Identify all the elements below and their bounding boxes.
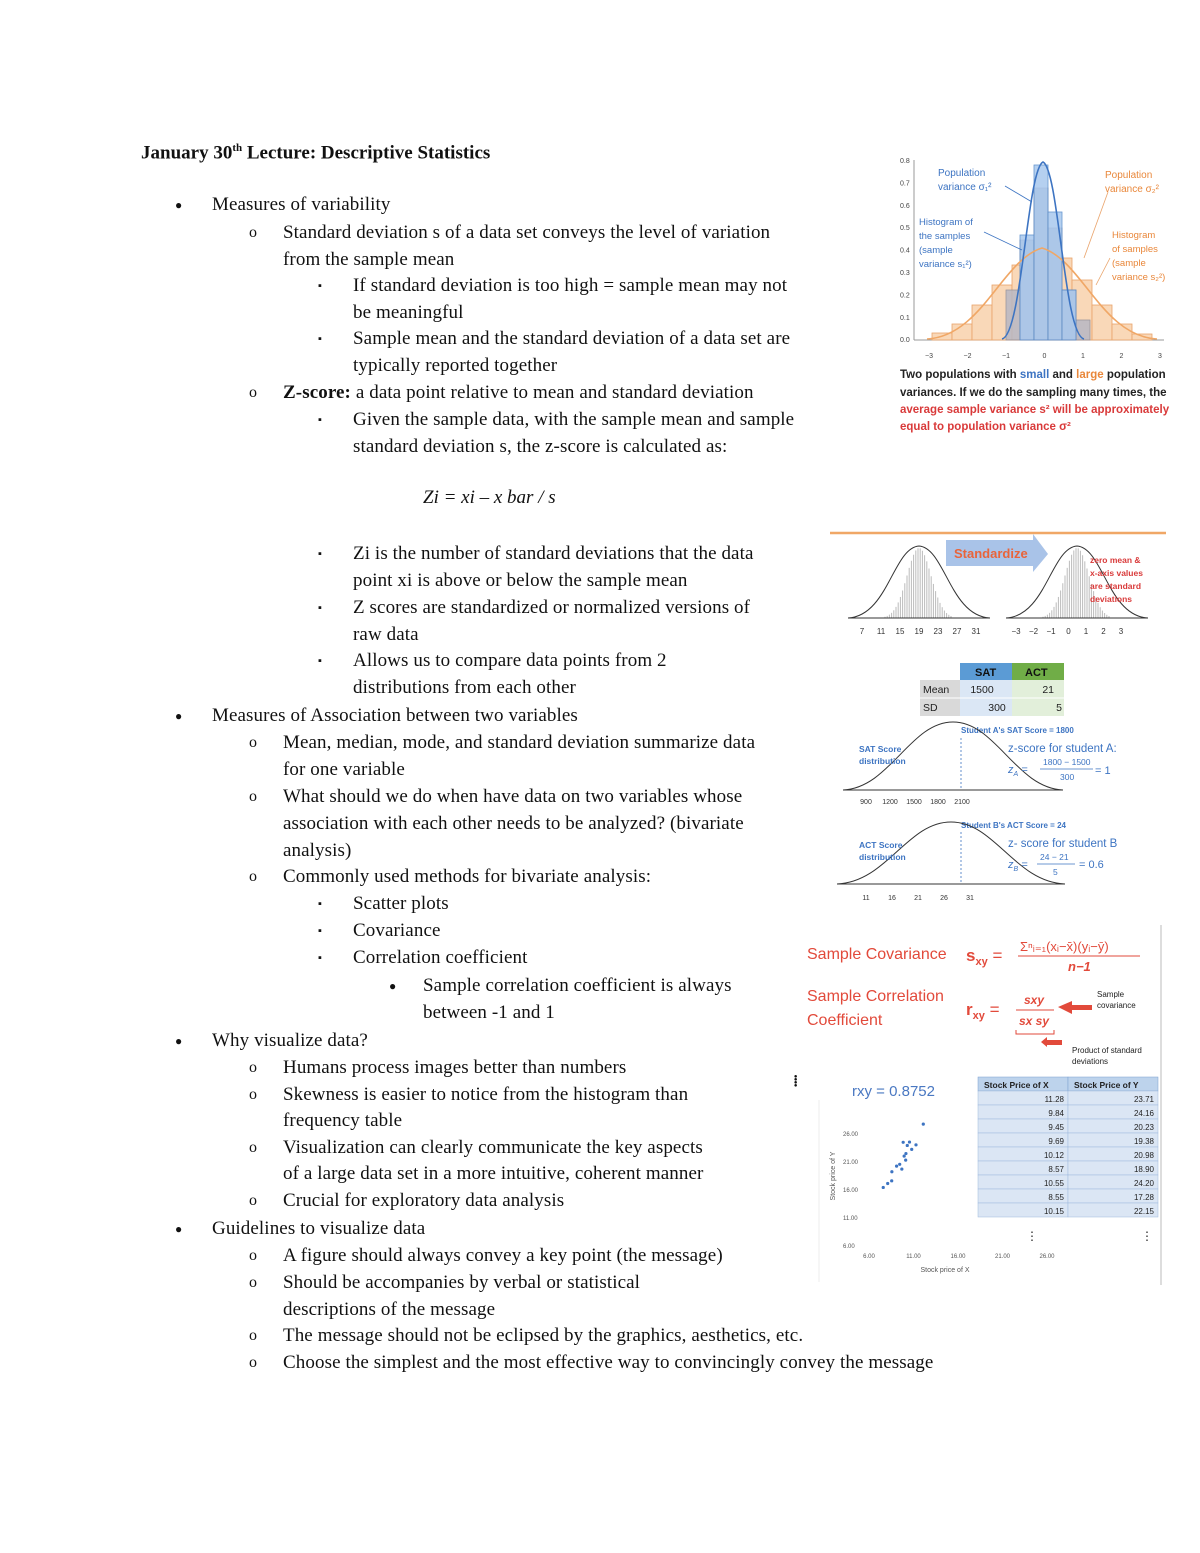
x-tick-label: 26.00	[1039, 1254, 1055, 1260]
scatter-point	[900, 1167, 903, 1170]
y-tick-label: 0.2	[900, 292, 910, 300]
y-tick-label: 11.00	[843, 1216, 858, 1222]
zscore-a-formula	[1007, 757, 1111, 782]
sample-correlation-label: Sample Correlation Coefficient	[807, 988, 944, 1029]
note-line: A figure should always convey a key point (the message)	[283, 1245, 723, 1266]
scatter-point	[914, 1143, 917, 1146]
sat-sd: 300	[988, 702, 1006, 714]
x-tick-label: 26	[940, 895, 948, 902]
note-line: analysis)	[283, 840, 352, 861]
scatter-point	[904, 1159, 907, 1162]
svg-text:sx sy: sx sy	[1019, 1014, 1050, 1028]
table-cell-x: 10.12	[1043, 1151, 1064, 1160]
x-tick-label: 2	[1101, 627, 1106, 636]
table-header-x: Stock Price of X	[984, 1080, 1049, 1090]
note-line: Skewness is easier to notice from the histogram than	[283, 1084, 689, 1105]
bullet-marker: ●	[175, 709, 183, 723]
y-tick-label: 0.3	[900, 270, 910, 277]
bullet-marker: o	[249, 1247, 257, 1264]
note-line: of a large data set in a more intuitive, coherent manner	[283, 1163, 704, 1184]
figure-sat-act-zscore	[835, 660, 1165, 908]
table-cell-y: 19.38	[1133, 1137, 1154, 1146]
x-tick-label: 23	[933, 627, 943, 636]
bullet-marker: ▪	[318, 548, 322, 560]
label-population2: Population variance σ₂²	[1105, 170, 1159, 195]
bullet-marker: o	[249, 224, 257, 241]
note-line: Sample correlation coefficient is always	[423, 975, 732, 996]
bullet-marker: ●	[175, 1034, 183, 1048]
table-cell-x: 9.69	[1048, 1137, 1064, 1146]
x-tick-label: 2100	[954, 799, 970, 806]
x-tick-label: 3	[1158, 353, 1162, 360]
sat-act-chart	[835, 660, 1165, 908]
note-line: for one variable	[283, 759, 405, 780]
note-line	[283, 380, 754, 406]
note-line: Allows us to compare data points from 2	[353, 650, 667, 671]
scatter-point	[922, 1123, 925, 1126]
note-product-sd: Product of standard deviations	[1072, 1046, 1142, 1066]
note-line: be meaningful	[353, 302, 464, 323]
scatter-point	[906, 1144, 909, 1147]
y-axis-label: Stock price of Y	[830, 1151, 837, 1201]
correlation-formula	[966, 993, 1054, 1034]
variance-histogram-chart	[872, 140, 1190, 440]
act-header: ACT	[1025, 667, 1048, 679]
svg-text:300: 300	[1060, 772, 1075, 782]
sd-row-label: SD	[923, 702, 938, 714]
note-line: from the sample mean	[283, 249, 455, 270]
table-cell-x: 10.55	[1043, 1179, 1064, 1188]
bullet-marker: ▪	[318, 655, 322, 667]
x-tick-label: −1	[1002, 353, 1010, 360]
correlation-value: rxy = 0.8752	[852, 1083, 935, 1100]
bullet-marker: ▪	[318, 602, 322, 614]
svg-text:24 − 21: 24 − 21	[1040, 852, 1069, 862]
note-line: Crucial for exploratory data analysis	[283, 1190, 565, 1211]
y-tick-label: 6.00	[843, 1244, 855, 1250]
table-cell-y: 17.28	[1133, 1193, 1154, 1202]
table-cell-y: 23.71	[1133, 1095, 1154, 1104]
note-line: Zi is the number of standard deviations that the data	[353, 543, 754, 564]
stray-mark: ⁞	[793, 1073, 799, 1090]
note-line: point xi is above or below the sample mean	[353, 570, 688, 591]
note-line: Why visualize data?	[212, 1030, 368, 1051]
bullet-marker: ●	[389, 979, 397, 993]
svg-text:1800 − 1500: 1800 − 1500	[1043, 757, 1091, 767]
bullet-marker: ▪	[318, 925, 322, 937]
y-tick-label: 21.00	[843, 1160, 859, 1166]
note-line: Mean, median, mode, and standard deviation summarize data	[283, 732, 756, 753]
svg-text:variances. If we do the sampli: variances. If we do the sampling many times, the	[900, 387, 1167, 399]
table-cell-y: 22.15	[1133, 1207, 1154, 1216]
bullet-marker: ▪	[318, 952, 322, 964]
y-tick-label: 0.1	[900, 314, 910, 322]
x-tick-label: 1500	[906, 799, 922, 806]
bullet-marker: o	[249, 788, 257, 805]
x-tick-label: 16.00	[950, 1254, 966, 1260]
note-line: Standard deviation s of a data set conveys the level of variation	[283, 222, 771, 243]
act-sd: 5	[1056, 702, 1062, 714]
note-line: standard deviation s, the z-score is calculated as:	[353, 436, 728, 457]
label-population1: Population variance σ₁²	[938, 168, 992, 193]
note-line: between -1 and 1	[423, 1002, 555, 1023]
svg-text:zA =: $z_A$ =	[1008, 764, 1028, 778]
x-tick-label: 15	[895, 627, 905, 636]
table-cell-x: 9.84	[1048, 1109, 1064, 1118]
x-tick-label: 19	[914, 627, 924, 636]
svg-text:= 0.6: = 0.6	[1079, 859, 1104, 871]
y-tick-label: 26.00	[843, 1132, 859, 1138]
scatter-point	[890, 1170, 893, 1173]
y-tick-label: 0.8	[900, 158, 910, 165]
bullet-marker: ▪	[318, 414, 322, 426]
table-cell-x: 8.55	[1048, 1193, 1064, 1202]
sample-covariance-label: Sample Covariance	[807, 946, 947, 963]
note-line: Correlation coefficient	[353, 947, 528, 968]
x-tick-label: 11	[876, 627, 886, 636]
svg-text:sxy =: $s_{xy}$ =	[966, 946, 1003, 968]
svg-text:n−1: n−1	[1068, 959, 1091, 974]
x-tick-label: 1	[1083, 627, 1089, 636]
note-line: Choose the simplest and the most effective way to convincingly convey the message	[283, 1352, 934, 1373]
bullet-marker: o	[249, 868, 257, 885]
x-tick-label: 1200	[882, 799, 898, 806]
y-tick-label: 0.6	[900, 202, 910, 210]
scatter-point	[910, 1148, 913, 1151]
note-line: Measures of Association between two variables	[212, 705, 578, 726]
bullet-marker: ▪	[318, 898, 322, 910]
bullet-marker: o	[249, 1192, 257, 1209]
table-cell-x: 9.45	[1048, 1123, 1064, 1132]
note-line: What should we do when have data on two variables whose	[283, 786, 743, 807]
note-line: Covariance	[353, 920, 441, 941]
bullet-marker: ●	[175, 1222, 183, 1236]
x-tick-label: −2	[963, 353, 972, 360]
note-sample-covariance: Sample covariance	[1097, 990, 1136, 1010]
figure-standardize	[828, 530, 1168, 645]
label-histogram2: Histogram of samples (sample variance s₂²)	[1112, 230, 1166, 283]
svg-text:Two populations with small and: Two populations with small and large population	[900, 369, 1166, 381]
x-tick-label: 27	[952, 627, 962, 636]
x-tick-label: 1	[1081, 353, 1085, 360]
table-cell-y: 24.20	[1133, 1179, 1154, 1188]
x-tick-label: −3	[925, 353, 933, 360]
bullet-marker: o	[249, 1139, 257, 1156]
x-tick-label: 900	[860, 799, 872, 806]
bullet-marker: o	[249, 1327, 257, 1344]
x-tick-label: 0	[1042, 353, 1047, 360]
y-tick-label: 0.7	[900, 180, 910, 188]
bullet-marker: o	[249, 734, 257, 751]
mean-row-label: Mean	[923, 684, 950, 696]
y-tick-label: 0.5	[900, 225, 910, 233]
standardize-arrow-label: Standardize	[954, 546, 1028, 561]
svg-text:zB =: $z_B$ =	[1008, 859, 1028, 873]
covariance-formula	[966, 939, 1140, 974]
standardize-chart	[828, 530, 1168, 645]
bullet-marker: o	[249, 1354, 257, 1371]
note-line: Measures of variability	[212, 194, 391, 215]
sat-dist-label: SAT Score distribution	[859, 744, 906, 766]
table-cell-y: 20.23	[1133, 1123, 1154, 1132]
table-cell-x: 11.28	[1044, 1095, 1064, 1104]
bullet-marker: ●	[175, 198, 183, 212]
table-ellipsis-x: ⋮	[1026, 1229, 1038, 1243]
bullet-marker: ▪	[318, 280, 322, 292]
page-title: January 30th Lecture: Descriptive Statistics	[141, 142, 491, 164]
zscore-b-formula	[1007, 852, 1104, 877]
x-tick-label: 7	[859, 627, 865, 636]
figure-stock-scatter	[795, 1070, 1165, 1285]
x-tick-label: 3	[1118, 627, 1124, 636]
x-tick-label: −1	[1046, 627, 1056, 636]
x-tick-label: −2	[1028, 627, 1039, 636]
note-line: Z scores are standardized or normalized versions of	[353, 597, 751, 618]
x-tick-label: 11.00	[906, 1254, 921, 1260]
table-cell-y: 24.16	[1133, 1109, 1154, 1118]
scatter-point	[902, 1141, 905, 1144]
x-tick-label: 31	[966, 895, 974, 902]
x-tick-label: 11	[862, 895, 870, 902]
zscore-b-title: z- score for student B	[1008, 838, 1118, 850]
stock-scatter-chart	[795, 1070, 1165, 1285]
table-cell-y: 18.90	[1133, 1165, 1154, 1174]
note-line: frequency table	[283, 1110, 403, 1131]
svg-text:average sample variance s² wil: average sample variance s² will be approximately	[900, 404, 1170, 416]
x-tick-label: 21	[914, 895, 922, 902]
sat-header: SAT	[975, 667, 997, 679]
x-tick-label: 2	[1119, 353, 1124, 360]
note-line: Guidelines to visualize data	[212, 1218, 426, 1239]
bullet-marker: o	[249, 1086, 257, 1103]
x-tick-label: 0	[1066, 627, 1071, 636]
figure-covariance-correlation	[800, 925, 1165, 1075]
table-header-y: Stock Price of Y	[1074, 1080, 1139, 1090]
svg-text:sxy: sxy	[1024, 993, 1045, 1007]
y-tick-label: 0.0	[900, 337, 910, 345]
table-ellipsis-y: ⋮	[1141, 1229, 1153, 1243]
x-tick-label: 1800	[930, 799, 946, 806]
note-line: Visualization can clearly communicate the key aspects	[283, 1137, 703, 1158]
y-tick-label: 0.4	[900, 247, 910, 255]
svg-text:Σⁿᵢ₌₁(xᵢ−x̄)(yᵢ−ȳ): Σⁿᵢ₌₁(xᵢ−x̄)(yᵢ−ȳ)	[1020, 939, 1109, 954]
note-line: association with each other needs to be analyzed? (bivariate	[283, 813, 744, 834]
figure-population-variances	[872, 140, 1190, 440]
note-line: raw data	[353, 624, 419, 645]
zscore-a-title: z-score for student A:	[1008, 743, 1117, 755]
scatter-point	[882, 1186, 885, 1189]
note-line: If standard deviation is too high = sample mean may not	[353, 275, 788, 296]
label-histogram1: Histogram of the samples (sample variance s₁²)	[919, 217, 973, 270]
formula-chart	[800, 925, 1165, 1075]
note-line: distributions from each other	[353, 677, 576, 698]
x-tick-label: 31	[971, 627, 981, 636]
table-cell-x: 8.57	[1048, 1165, 1064, 1174]
svg-text:= 1: = 1	[1095, 765, 1111, 777]
note-line: Commonly used methods for bivariate analysis:	[283, 866, 652, 887]
scatter-point	[898, 1163, 901, 1166]
bullet-marker: o	[249, 384, 257, 401]
x-tick-label: 6.00	[863, 1254, 875, 1260]
bullet-marker: o	[249, 1059, 257, 1076]
x-tick-label: 21.00	[994, 1254, 1011, 1260]
scatter-point	[895, 1165, 898, 1168]
bullet-marker: o	[249, 1274, 257, 1291]
x-tick-label: 16	[888, 895, 896, 902]
act-dist-label: ACT Score distribution	[859, 840, 906, 862]
student-b-note: Student B's ACT Score = 24	[961, 821, 1066, 830]
term-bold: Z-score:	[283, 382, 351, 403]
note-line: Scatter plots	[353, 893, 449, 914]
table-cell-x: 10.15	[1043, 1207, 1064, 1216]
scatter-point	[908, 1140, 911, 1143]
note-line: Given the sample data, with the sample mean and sample	[353, 409, 795, 430]
bullet-marker: ▪	[318, 333, 322, 345]
act-mean: 21	[1042, 684, 1054, 696]
svg-text:equal to population variance σ: equal to population variance σ²	[900, 421, 1071, 433]
note-line: The message should not be eclipsed by the graphics, aesthetics, etc.	[283, 1325, 804, 1346]
table-cell-y: 20.98	[1133, 1151, 1154, 1160]
note-line: Humans process images better than numbers	[283, 1057, 627, 1078]
x-axis-label: Stock price of X	[920, 1267, 970, 1274]
standardize-note: zero mean & x-axis values are standard deviations	[1090, 555, 1143, 604]
scatter-point	[890, 1179, 893, 1182]
note-line: Sample mean and the standard deviation of a data set are	[353, 328, 791, 349]
x-tick-label: −3	[1011, 627, 1021, 636]
term-definition: a data point relative to mean and standard deviation	[355, 382, 754, 403]
note-line: typically reported together	[353, 355, 558, 376]
sat-mean: 1500	[970, 684, 994, 696]
student-a-note: Student A's SAT Score = 1800	[961, 726, 1074, 735]
scatter-point	[903, 1154, 906, 1157]
scatter-point	[886, 1182, 889, 1185]
note-line: Should be accompanies by verbal or statistical	[283, 1272, 641, 1293]
note-line: descriptions of the message	[283, 1299, 496, 1320]
y-tick-label: 16.00	[843, 1188, 859, 1194]
svg-text:5: 5	[1053, 867, 1058, 877]
z-score-formula: Zi = xi – x bar / s	[423, 487, 556, 508]
svg-text:rxy =: $r_{xy}$ =	[966, 1000, 1000, 1022]
